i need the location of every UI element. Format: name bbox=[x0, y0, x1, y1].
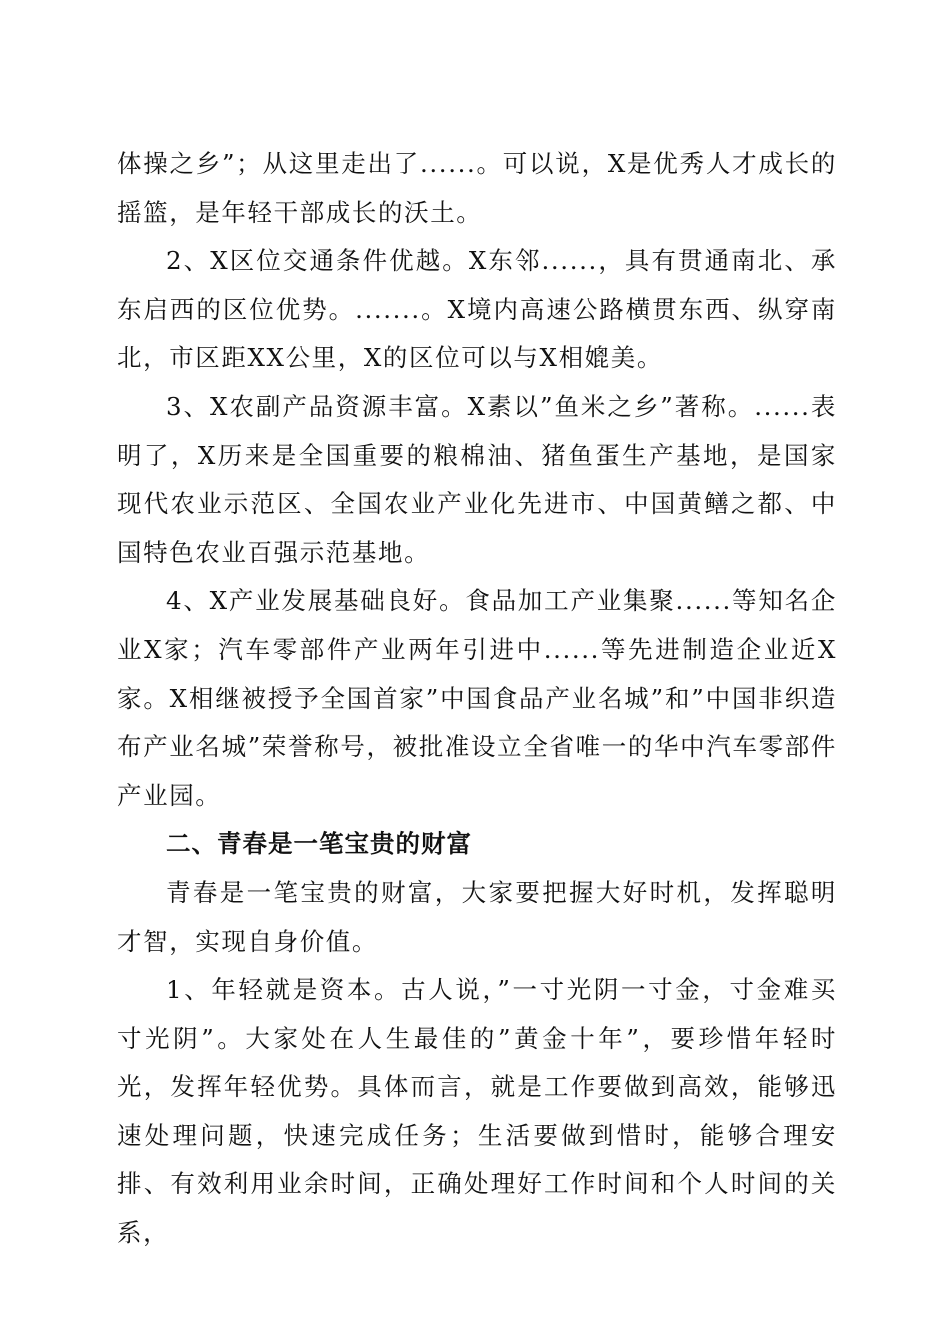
section-heading: 二、青春是一笔宝贵的财富 bbox=[166, 829, 472, 859]
paragraph-continuation: 体操之乡”；从这里走出了......。可以说，X是优秀人才成长的摇篮，是年轻干部成长的沃土。 bbox=[117, 149, 837, 227]
document-body bbox=[117, 140, 837, 1258]
paragraph-youth-intro: 青春是一笔宝贵的财富，大家要把握大好时机，发挥聪明才智，实现自身价值。 bbox=[117, 877, 837, 956]
paragraph-industry: 4、X产业发展基础良好。食品加工产业集聚......等知名企业X家；汽车零部件产业两年引进中......等先进制造企业近X家。X相继被授予全国首家”中国食品产业名城”和”中国非织造布产业名城”荣誉称号，被批准设立全省唯一的华中汽车零部件产业园。 bbox=[117, 586, 837, 810]
paragraph-youth-capital: 1、年轻就是资本。古人说，”一寸光阴一寸金，寸金难买寸光阴”。大家处在人生最佳的”黄金十年”，要珍惜年轻时光，发挥年轻优势。具体而言，就是工作要做到高效，能够迅速处理问题，快速完成任务；生活要做到惜时，能够合理安排、有效利用业余时间，正确处理好工作时间和个人时间的关系， bbox=[117, 975, 837, 1248]
paragraph-agriculture: 3、X农副产品资源丰富。X素以”鱼米之乡”著称。......表明了，X历来是全国重要的粮棉油、猪鱼蛋生产基地，是国家现代农业示范区、全国农业产业化先进市、中国黄鳝之都、中国特色农业百强示范基地。 bbox=[117, 391, 837, 567]
paragraph-transport: 2、X区位交通条件优越。X东邻......，具有贯通南北、承东启西的区位优势。.......。X境内高速公路横贯东西、纵穿南北，市区距XX公里，X的区位可以与X相媲美。 bbox=[117, 246, 837, 373]
